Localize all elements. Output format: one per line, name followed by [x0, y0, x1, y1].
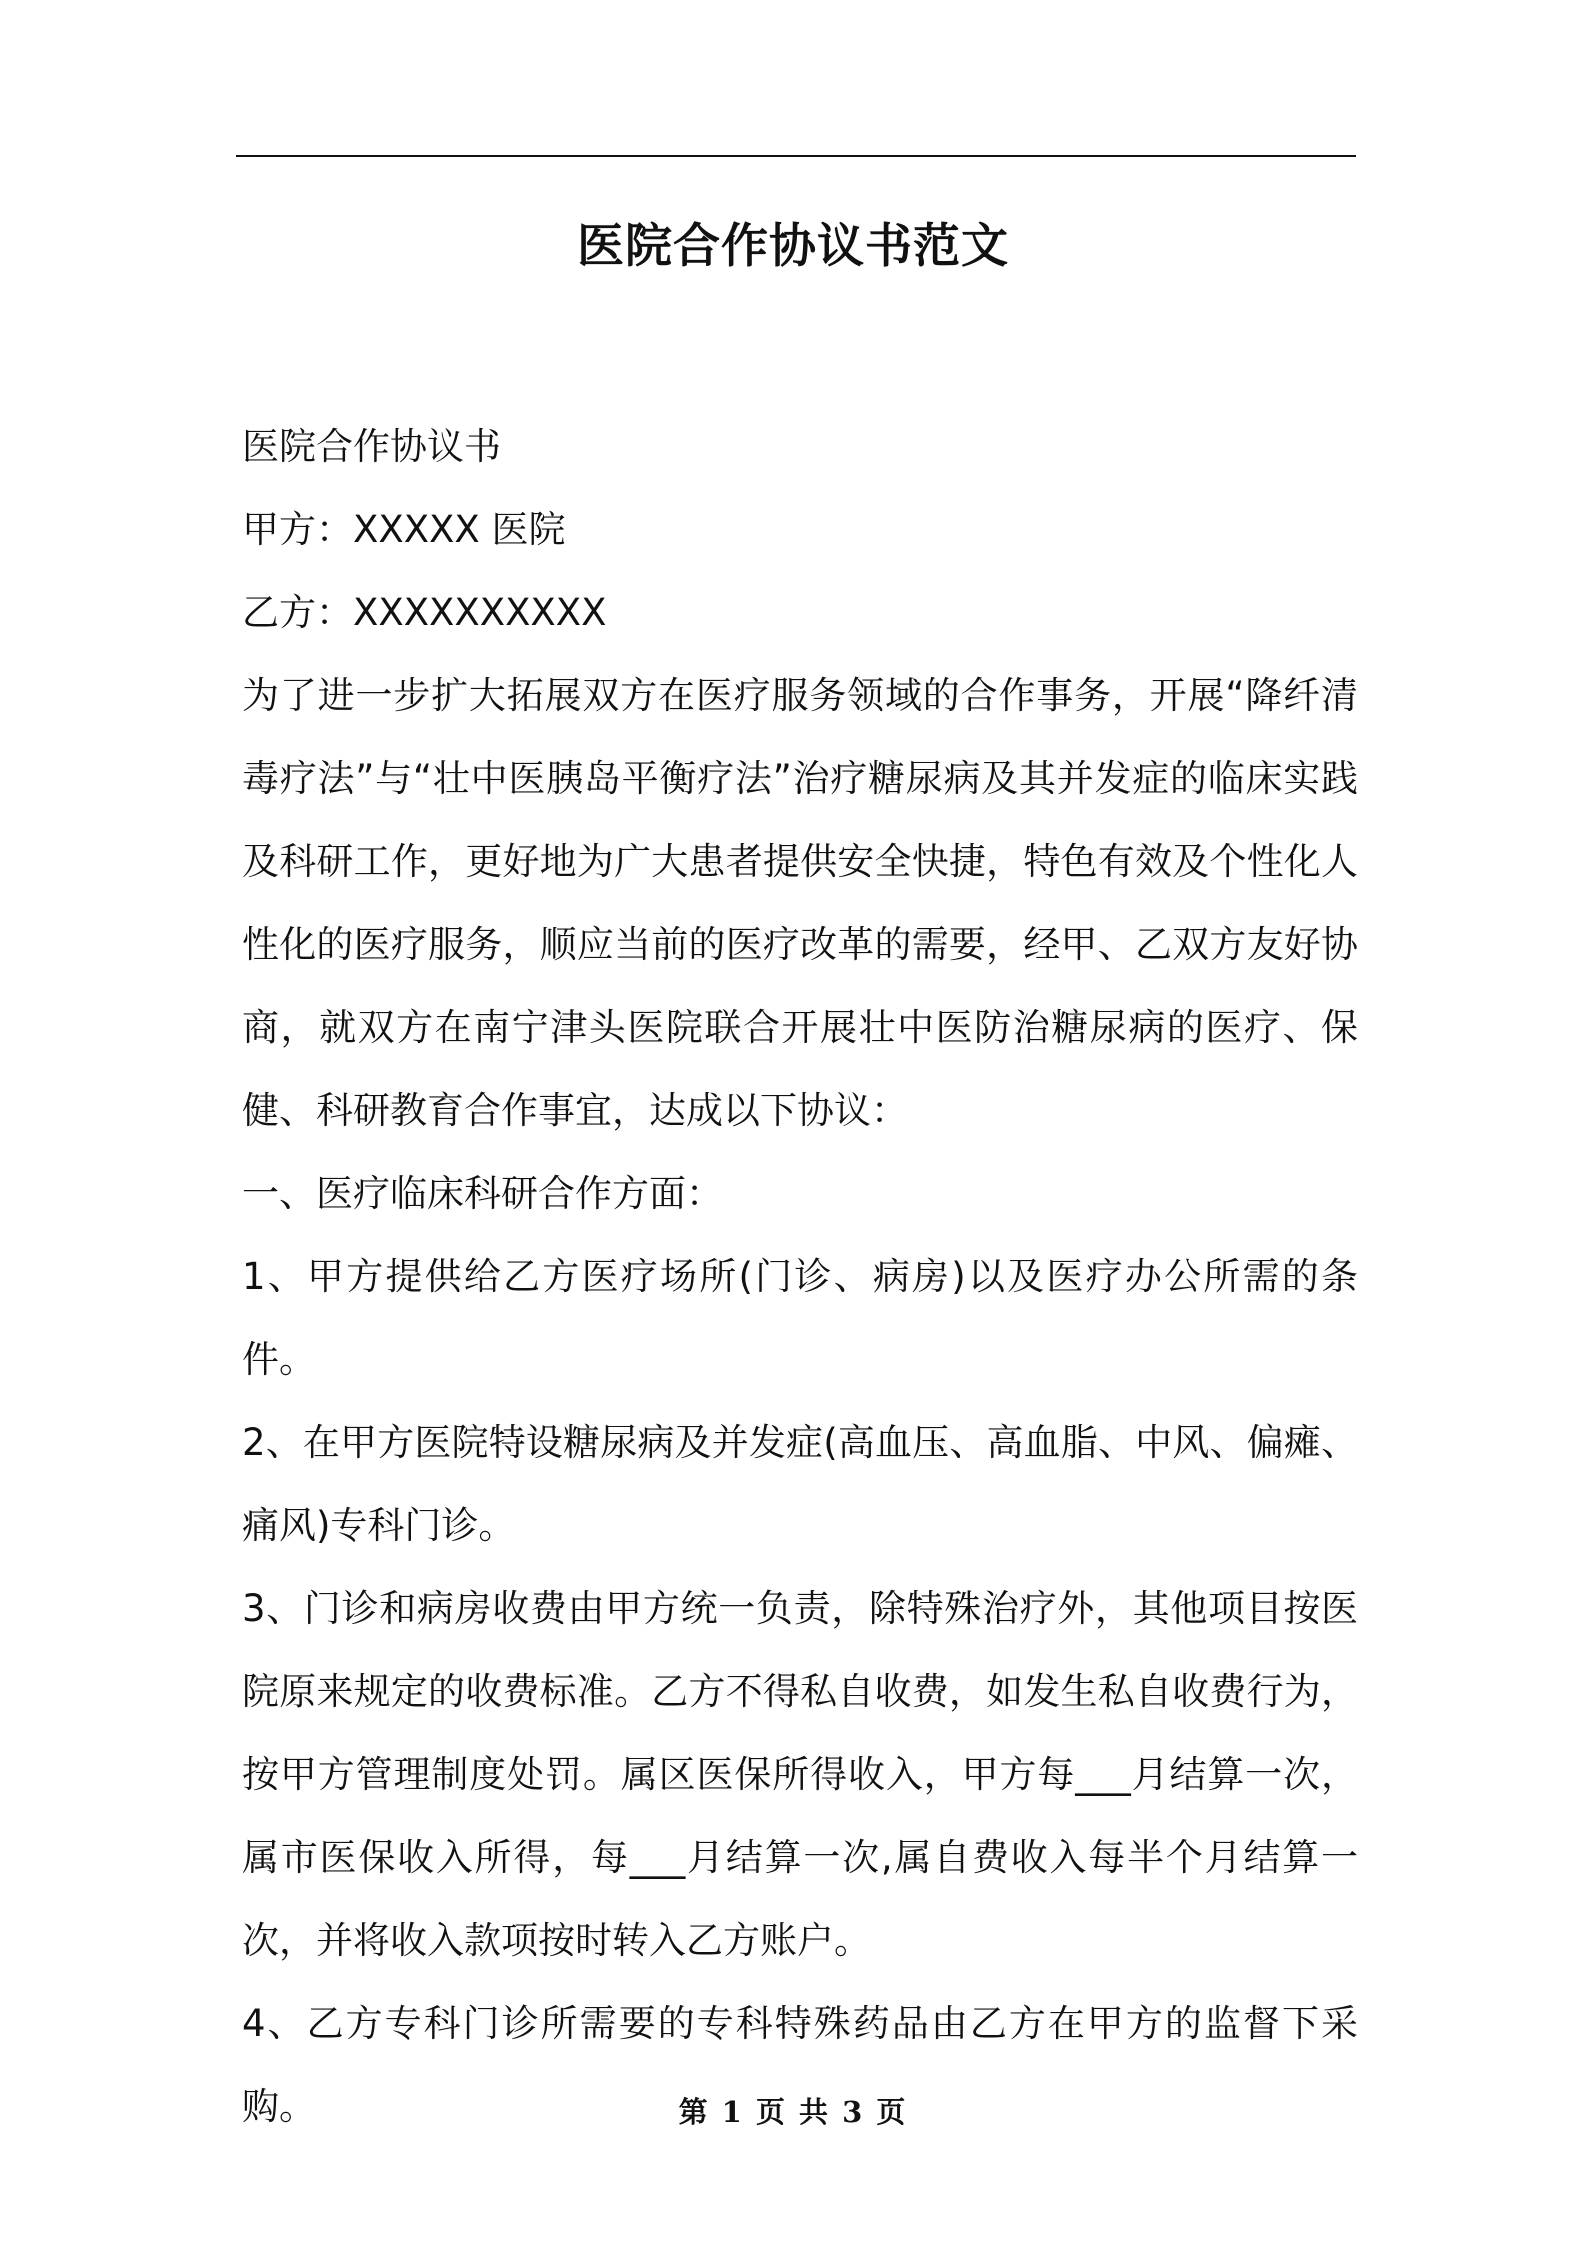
party-b-line: 乙方：XXXXXXXXXX [242, 591, 607, 634]
clause-4: 4、乙方专科门诊所需要的专科特殊药品由乙方在甲方的监督下采购。 [242, 2002, 1358, 2128]
preamble-paragraph: 为了进一步扩大拓展双方在医疗服务领域的合作事务，开展“降纤清毒疗法”与“壮中医胰岛平衡疗法”治疗糖尿病及其并发症的临床实践及科研工作，更好地为广大患者提供安全快捷，特色有效及个性化人性化的医疗服务，顺应当前的医疗改革的需要，经甲、乙双方友好协商，就双方在南宁津头医院联合开展壮中医防治糖尿病的医疗、保健、科研教育合作事宜，达成以下协议： [242, 674, 1358, 1132]
party-a-line: 甲方：XXXXX 医院 [242, 508, 566, 551]
clause-1: 1、甲方提供给乙方医疗场所(门诊、病房)以及医疗办公所需的条件。 [242, 1255, 1358, 1381]
section-heading-1: 一、医疗临床科研合作方面： [242, 1172, 723, 1215]
page-footer: 第 1 页 共 3 页 [678, 2095, 908, 2129]
clause-3: 3、门诊和病房收费由甲方统一负责，除特殊治疗外，其他项目按医院原来规定的收费标准。乙方不得私自收费，如发生私自收费行为，按甲方管理制度处罚。属区医保所得收入，甲方每___月结算一次，属市医保收入所得，每___月结算一次,属自费收入每半个月结算一次，并将收入款项按时转入乙方账户。 [242, 1587, 1358, 1962]
agreement-heading: 医院合作协议书 [242, 425, 501, 468]
clause-2: 2、在甲方医院特设糖尿病及并发症(高血压、高血脂、中风、偏瘫、痛风)专科门诊。 [242, 1421, 1358, 1547]
document-body [242, 405, 1358, 2148]
header-rule [236, 155, 1356, 157]
document-title: 医院合作协议书范文 [577, 219, 1009, 274]
